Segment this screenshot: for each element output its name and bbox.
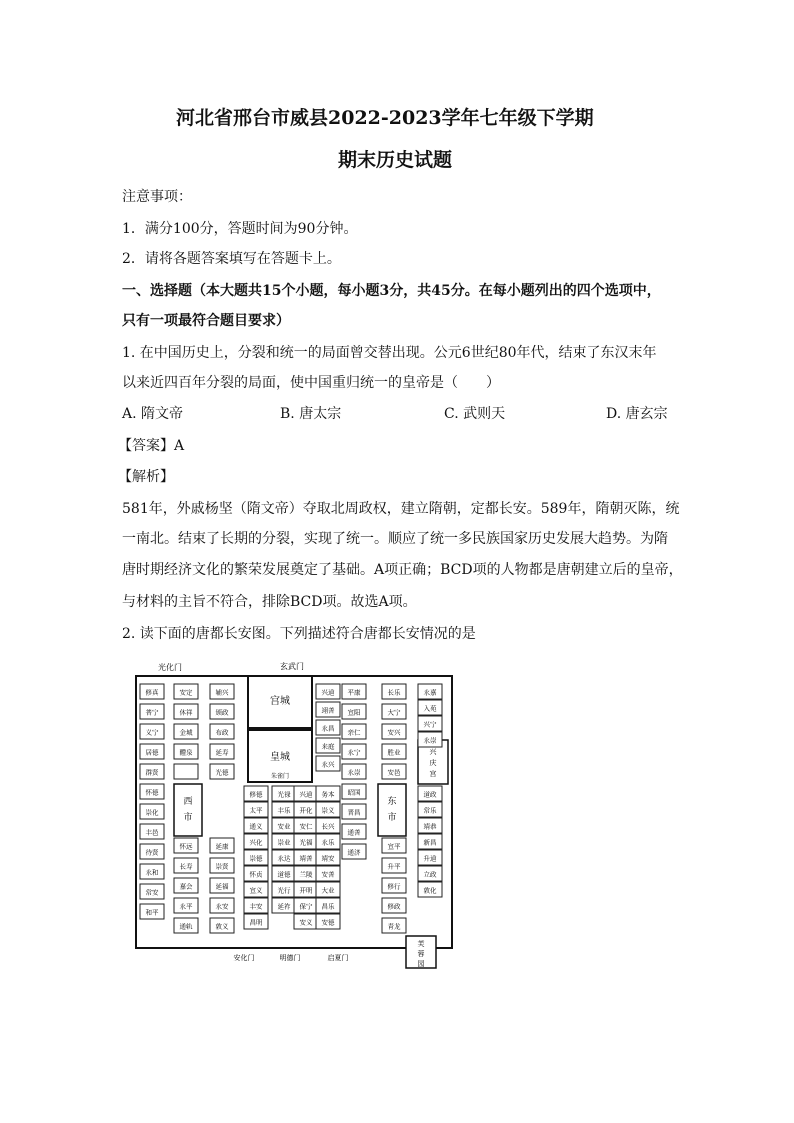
ward-label: 常乐: [423, 806, 437, 815]
east-market: [378, 784, 406, 836]
ward-label: 宣阳: [347, 708, 361, 717]
ward-label: 昭国: [347, 788, 361, 797]
ward-label: 安定: [179, 688, 193, 697]
ward-label: 太平: [249, 806, 263, 815]
ward-label: 安义: [299, 918, 313, 927]
gate-mingde: 明德门: [279, 954, 301, 962]
ward-label: 修真: [145, 688, 159, 697]
ward-label: 光禄: [277, 790, 291, 799]
q1-answer: 【答案】A: [118, 438, 185, 454]
ward-label: 兰陵: [299, 870, 313, 879]
ward-label: 靖安: [321, 854, 335, 863]
ward-label: 丰乐: [277, 806, 291, 815]
q2-stem: 2. 读下面的唐都长安图。下列描述符合唐都长安情况的是: [122, 626, 476, 642]
ward-label: 崇贤: [215, 862, 229, 871]
east-market-char-1: 东: [387, 797, 397, 807]
ward-label: 宣义: [249, 886, 263, 895]
ward-label: 平康: [347, 688, 361, 697]
ward-label: 升平: [387, 862, 401, 871]
ward-label: 光德: [215, 768, 229, 777]
ward-label: 兴道: [299, 790, 313, 799]
ward-label: 升道: [423, 854, 437, 863]
ward-label: 宣平: [387, 842, 401, 851]
ward-label: 大宁: [387, 708, 401, 717]
ward-label: 敦化: [423, 886, 437, 895]
zhuque-gate: 朱雀门: [270, 773, 290, 780]
exam-title-line1: 河北省邢台市威县2022-2023学年七年级下学期: [176, 107, 594, 129]
palace-city-label: 宫城: [270, 696, 290, 707]
gate-anhua: 安化门: [233, 954, 255, 962]
ward-label: 通轨: [179, 922, 193, 931]
ward-label: 群贤: [145, 768, 159, 777]
ward-label: 敦义: [215, 922, 229, 931]
ward-label: 永崇: [423, 736, 437, 745]
ward-label: 靖恭: [423, 822, 437, 831]
ward-label: 永兴: [321, 760, 335, 769]
xingqing-char-2: 庆: [429, 759, 437, 767]
ward-label: 安兴: [387, 728, 401, 737]
ward-label: 休祥: [179, 708, 193, 717]
ward-label: 通义: [249, 822, 263, 831]
furong-char-2: 蓉: [417, 950, 425, 958]
ward-label: 延福: [215, 882, 229, 891]
ward-label: 丰邑: [145, 828, 159, 837]
ward-label: 崇业: [277, 838, 291, 847]
ward-label: 崇化: [145, 808, 159, 817]
ward-label: 长乐: [387, 688, 401, 697]
ward-label: 青龙: [387, 922, 401, 931]
ward-label: 怀德: [145, 788, 159, 797]
ward-label: 道政: [423, 790, 437, 799]
q1-stem-line1: 1. 在中国历史上，分裂和统一的局面曾交替出现。公元6世纪80年代，结束了东汉末年: [122, 345, 657, 361]
ward-label: 永嘉: [423, 688, 437, 697]
ward-label: 待贤: [145, 848, 159, 857]
ward-label: 修行: [387, 882, 401, 891]
ward-label: 永安: [215, 902, 229, 911]
section-heading-line2: 只有一项最符合题目要求）: [122, 313, 290, 329]
ward-label: 来庭: [321, 742, 335, 751]
ward-label: 永和: [145, 868, 159, 877]
ward-label: 安德: [321, 918, 335, 927]
ward-label: 新昌: [423, 838, 437, 847]
ward-label: 永平: [179, 902, 193, 911]
ward-label: 颁政: [215, 708, 229, 717]
ward-label: 常安: [145, 888, 159, 897]
ward-label: 安业: [277, 822, 291, 831]
q1-option-a: A. 隋文帝: [122, 406, 184, 422]
ward-label: 通善: [347, 828, 361, 837]
ward-label: 永昌: [321, 724, 335, 733]
q1-analysis-line4: 与材料的主旨不符合，排除BCD项。故选A项。: [122, 594, 417, 610]
ward-label: 安仁: [299, 822, 313, 831]
ward-label: 入苑: [423, 704, 437, 713]
ward-label: 修政: [387, 902, 401, 911]
ward-label: 崇义: [321, 806, 335, 815]
west-market-char-2: 市: [183, 813, 193, 823]
ward-label: 保宁: [299, 902, 313, 911]
ward-label: 道德: [277, 870, 291, 879]
ward-label: 亲仁: [347, 728, 361, 737]
xingqing-char-1: 兴: [429, 748, 437, 756]
ward-label: 立政: [423, 870, 437, 879]
ward-label: 安善: [321, 870, 335, 879]
ward-label: 永崇: [347, 768, 361, 777]
section-heading-line1: 一、选择题（本大题共15个小题，每小题3分，共45分。在每小题列出的四个选项中，: [122, 283, 661, 299]
ward-label: 开明: [299, 886, 313, 895]
ward-label: 胜业: [387, 748, 401, 757]
xingqing-char-3: 宫: [429, 770, 437, 778]
ward-label: 靖善: [299, 854, 313, 863]
ward-label: 大业: [321, 886, 335, 895]
ward-label: 昌乐: [321, 902, 335, 911]
changan-map: [132, 660, 462, 970]
exam-title-line2: 期末历史试题: [338, 149, 453, 171]
ward-label: 义宁: [145, 728, 159, 737]
ward-box: [174, 764, 198, 779]
ward-label: 醴泉: [179, 748, 193, 757]
q1-option-c: C. 武则天: [444, 406, 506, 422]
ward-label: 延寿: [215, 748, 229, 757]
ward-label: 嘉会: [179, 882, 193, 891]
ward-label: 和平: [145, 908, 159, 917]
q1-analysis-line2: 一南北。结束了长期的分裂，实现了统一。顺应了统一多民族国家历史发展大趋势。为隋: [122, 531, 668, 547]
furong-char-3: 园: [417, 960, 425, 968]
gate-guanghua: 光化门: [158, 663, 182, 672]
q1-analysis-label: 【解析】: [118, 469, 174, 485]
furong-char-1: 芙: [417, 940, 425, 948]
ward-label: 永乐: [321, 838, 335, 847]
ward-label: 长兴: [321, 822, 335, 831]
ward-label: 怀远: [179, 842, 193, 851]
ward-label: 居德: [145, 748, 159, 757]
ward-label: 安邑: [387, 768, 401, 777]
q1-option-b: B. 唐太宗: [280, 406, 342, 422]
ward-label: 丰安: [249, 902, 263, 911]
ward-label: 晋昌: [347, 808, 361, 817]
notes-item-1: 1．满分100分，答题时间为90分钟。: [122, 221, 358, 237]
ward-label: 光行: [277, 886, 291, 895]
east-market-char-2: 市: [387, 813, 397, 823]
ward-label: 怀贞: [249, 870, 263, 879]
q1-option-d: D. 唐玄宗: [606, 406, 668, 422]
ward-label: 延康: [215, 842, 229, 851]
west-market-char-1: 西: [183, 797, 193, 807]
ward-label: 永达: [277, 854, 291, 863]
ward-label: 永宁: [347, 748, 361, 757]
q1-analysis-line1: 581年，外戚杨坚（隋文帝）夺取北周政权，建立隋朝，定都长安。589年，隋朝灭陈，统: [122, 501, 680, 517]
q1-stem-line2: 以来近四百年分裂的局面，使中国重归统一的皇帝是（ ）: [122, 375, 500, 391]
ward-label: 崇德: [249, 854, 263, 863]
ward-label: 通济: [347, 848, 361, 857]
west-market: [174, 784, 202, 836]
ward-label: 兴宁: [423, 720, 437, 729]
notes-item-2: 2．请将各题答案填写在答题卡上。: [122, 251, 341, 267]
ward-label: 延祚: [277, 902, 291, 911]
ward-label: 翊善: [321, 706, 335, 715]
gate-qixia: 启夏门: [327, 954, 349, 962]
ward-label: 兴化: [249, 838, 263, 847]
ward-label: 金城: [179, 728, 193, 737]
ward-label: 开化: [299, 806, 313, 815]
imperial-city-label: 皇城: [270, 752, 290, 763]
ward-label: 普宁: [145, 708, 159, 717]
ward-label: 兴道: [321, 688, 335, 697]
notes-heading: 注意事项：: [122, 189, 192, 205]
ward-label: 长寿: [179, 862, 193, 871]
ward-label: 昌明: [249, 918, 263, 927]
ward-label: 布政: [215, 728, 229, 737]
ward-label: 光福: [299, 838, 313, 847]
gate-xuanwu: 玄武门: [280, 662, 304, 671]
q1-analysis-line3: 唐时期经济文化的繁荣发展奠定了基础。A项正确；BCD项的人物都是唐朝建立后的皇帝，: [122, 562, 683, 578]
ward-label: 修德: [249, 790, 263, 799]
ward-label: 辅兴: [215, 688, 229, 697]
ward-label: 务本: [321, 790, 335, 799]
